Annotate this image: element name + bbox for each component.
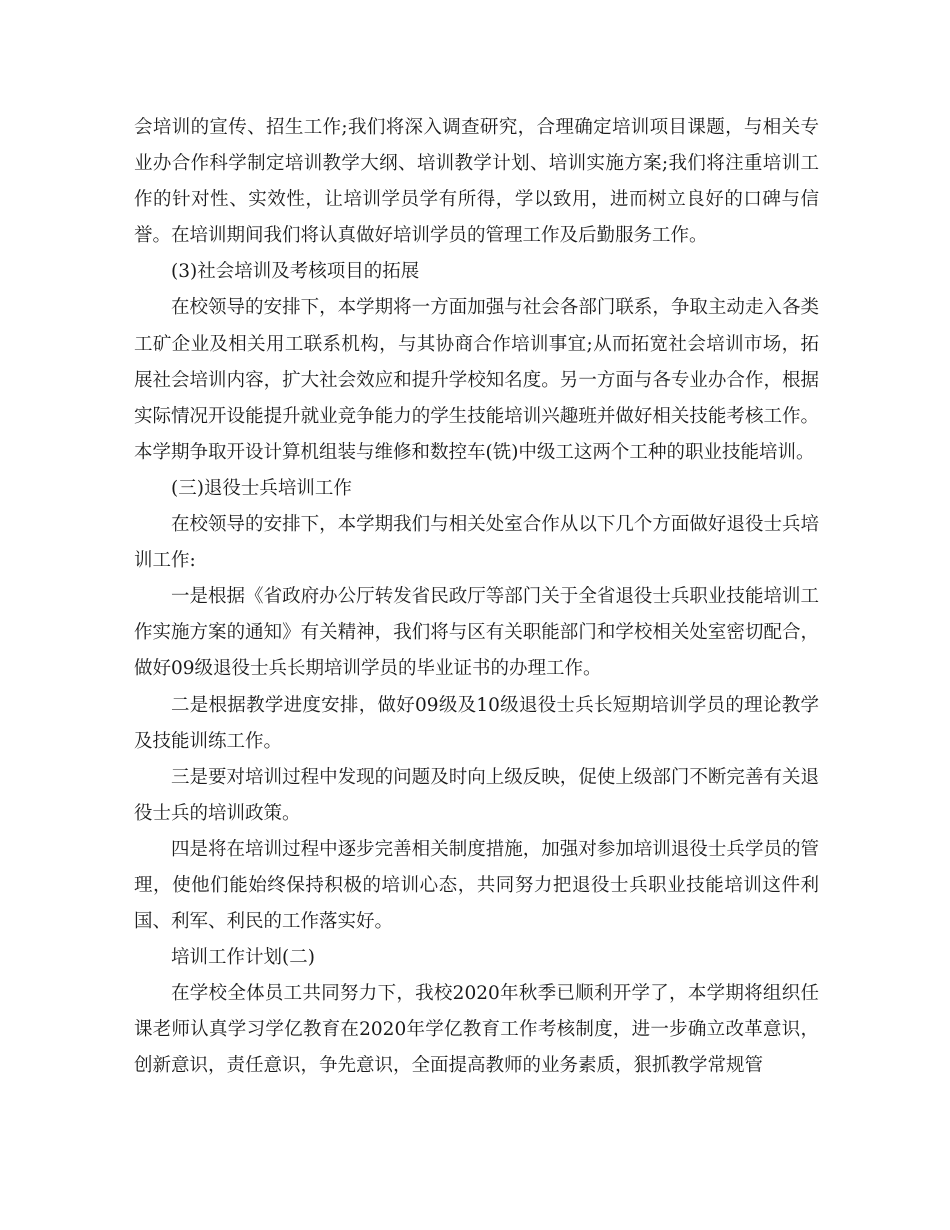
paragraph-veteran-intro: 在校领导的安排下，本学期我们与相关处室合作从以下几个方面做好退役士兵培训工作: [134, 514, 819, 572]
paragraph-veteran-point-three: 三是要对培训过程中发现的问题及时向上级反映，促使上级部门不断完善有关退役士兵的培训政策。 [134, 766, 819, 824]
paragraph-recruitment-continued: 会培训的宣传、招生工作;我们将深入调查研究，合理确定培训项目课题，与相关专业办合作科学制定培训教学大纲、培训教学计划、培训实施方案;我们将注重培训工作的针对性、实效性，让培训学员学有所得，学以致用，进而树立良好的口碑与信誉。在培训期间我们将认真做好培训学员的管理工作及后勤服务工作。 [134, 117, 819, 247]
heading-social-training-expansion: (3)社会培训及考核项目的拓展 [171, 261, 420, 283]
paragraph-training-plan-two-intro: 在学校全体员工共同努力下，我校2020年秋季已顺利开学了，本学期将组织任课老师认真学习学亿教育在2020年学亿教育工作考核制度，进一步确立改革意识，创新意识，责任意识，争先意识，全面提高教师的业务素质，狠抓教学常规管 [134, 983, 819, 1077]
paragraph-veteran-point-one: 一是根据《省政府办公厅转发省民政厅等部门关于全省退役士兵职业技能培训工作实施方案的通知》有关精神，我们将与区有关职能部门和学校相关处室密切配合，做好09级退役士兵长期培训学员的毕业证书的办理工作。 [134, 586, 819, 680]
paragraph-social-training: 在校领导的安排下，本学期将一方面加强与社会各部门联系，争取主动走入各类工矿企业及相关用工联系机构，与其协商合作培训事宜;从而拓宽社会培训市场，拓展社会培训内容，扩大社会效应和提升学校知名度。另一方面与各专业办合作，根据实际情况开设能提升就业竞争能力的学生技能培训兴趣班并做好相关技能考核工作。本学期争取开设计算机组装与维修和数控车(铣)中级工这两个工种的职业技能培训。 [134, 297, 819, 463]
heading-training-plan-two: 培训工作计划(二) [171, 947, 315, 969]
document-page [134, 110, 819, 1085]
heading-veteran-training: (三)退役士兵培训工作 [171, 477, 352, 499]
paragraph-veteran-point-two: 二是根据教学进度安排，做好09级及10级退役士兵长短期培训学员的理论教学及技能训练工作。 [134, 694, 819, 752]
paragraph-veteran-point-four: 四是将在培训过程中逐步完善相关制度措施，加强对参加培训退役士兵学员的管理，使他们能始终保持积极的培训心态，共同努力把退役士兵职业技能培训这件利国、利军、利民的工作落实好。 [134, 838, 819, 933]
